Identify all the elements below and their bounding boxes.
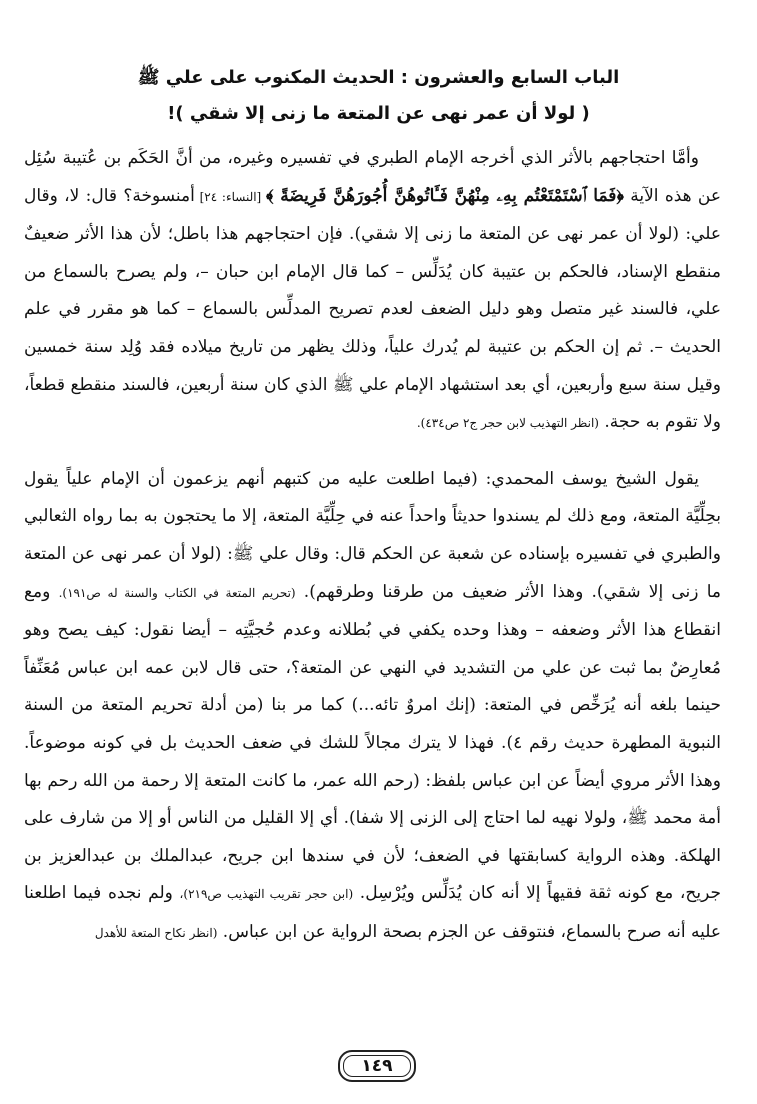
chapter-subtitle: ( لولا أن عمر نهى عن المتعة ما زنى إلا شقي )! xyxy=(167,103,590,124)
quran-verse: ﴿فَمَا ٱسْتَمْتَعْتُم بِهِۦ مِنْهُنَّ فَـَٔاتُوهُنَّ أُجُورَهُنَّ فَرِيضَةً ﴾ xyxy=(265,185,624,206)
paragraph-2-seg-3: ومع انقطاع هذا الأثر وضعفه – وهذا وحده يكفي في بُطلانه وعدم حُجيَّتِه – أيضا نقول: كيف يصح وهو مُعارِضٌ بما ثبت عن علي من التشديد في النهي عن المتعة؟، حتى قال لابن عمه ابن عباس مُعَنِّفاً حينما بلغه أنه يُرَخِّص في المتعة: (إنك امروٌ تائه...) كما مر بنا (من أدلة تحريم المتعة من السنة النبوية المطهرة حديث رقم ٤). فهذا لا يترك مجالاً للشك في ضعف الحديث بل في كونه موضوعاً. وهذا الأثر مروي أيضاً عن ابن عباس بلفظ: (رحم الله عمر، ما كانت المتعة إلا رحمة من الله رحم بها أمة محمد ﷺ، ولولا نهيه لما احتاج إلى الزنى إلا شفا). أي إلا القليل من الناس أو إلا من شارف على الهلكة. وهذه الرواية كسابقتها في الضعف؛ لأن في سندها ابن جريح، عبدالملك بن عبدالعزيز بن جريح، مع كونه ثقة فقيهاً إلا أنه كان يُدَلِّس ويُرْسِل. xyxy=(24,581,722,904)
paragraph-2-seg-1: يقول الشيخ يوسف المحمدي: (فيما اطلعت عليه من كتبهم أنهم يزعمون أن الإمام علياً يقول بحِلِّيَّة المتعة، ومع ذلك لم يسندوا حديثاً واحداً عنه في حِلِّيَّة المتعة، إلا ما يحتجون به بما رواه الثعالبي والطبري في تفسيره بإسناده عن شعبة عن الحكم قال: وقال علي ﷺ: (لولا أن عمر نهى عن المتعة ما زنى إلا شقي). وهذا الأثر ضعيف من طرقنا وطرقهم). xyxy=(24,468,721,602)
chapter-title-block xyxy=(40,60,717,132)
paragraph-1-seg-1: وأمَّا احتجاجهم بالأثر الذي أخرجه الإمام الطبري في تفسيره وغيره، من أنَّ الحَكَم بن عُتيبة سُئِل عن هذه الآية xyxy=(24,148,722,206)
paragraph-2-seg-5: ولم نجده فيما اطلعنا عليه أنه صرح بالسماع، فنتوقف عن الجزم بصحة الرواية عن ابن عباس. xyxy=(24,883,721,942)
page-number: ١٤٩ xyxy=(361,1056,393,1076)
citation-taqrib: (ابن حجر تقريب التهذيب ص٢١٩)، xyxy=(179,887,354,902)
citation-nikah: (انظر نكاح المتعة للأهدل xyxy=(94,925,218,940)
paragraph-1 xyxy=(24,140,721,443)
paragraph-2 xyxy=(24,461,721,953)
chapter-title: الباب السابع والعشرون : الحديث المكنوب على علي ﷺ xyxy=(137,67,620,88)
citation-tahdhib: (انظر التهذيب لابن حجر ج٢ ص٤٣٤). xyxy=(416,416,599,431)
body-text xyxy=(24,140,721,970)
page-number-badge xyxy=(338,1050,416,1082)
verse-reference: [النساء: ٢٤] xyxy=(194,189,266,204)
paragraph-1-seg-4: أمنسوخة؟ قال: لا، وقال علي: (لولا أن عمر نهى عن المتعة ما زنى إلا شقي). فإن احتجاجهم هذا باطل؛ لأن هذا الأثر ضعيفٌ منقطع الإسناد، فالحكم بن عتيبة كان يُدَلِّس – كما قال الإمام ابن حبان –، ولم يصرح بالسماع من علي، فالسند غير متصل وهو دليل الضعف لعدم تصريح المدلِّس بالسماع – كما هو مقرر في علم الحديث –. ثم إن الحكم بن عتيبة لم يُدرك علياً، وذلك يظهر من تاريخ ميلاده فقد وُلِد سنة خمسين وقيل سنة سبع وأربعين، أي بعد استشهاد الإمام علي ﷺ الذي كان سنة أربعين، فالسند منقطع قطعاً، ولا تقوم به حجة. xyxy=(24,185,721,433)
citation-tahrim: (تحريم المتعة في الكتاب والسنة له ص١٩١). xyxy=(58,585,296,600)
